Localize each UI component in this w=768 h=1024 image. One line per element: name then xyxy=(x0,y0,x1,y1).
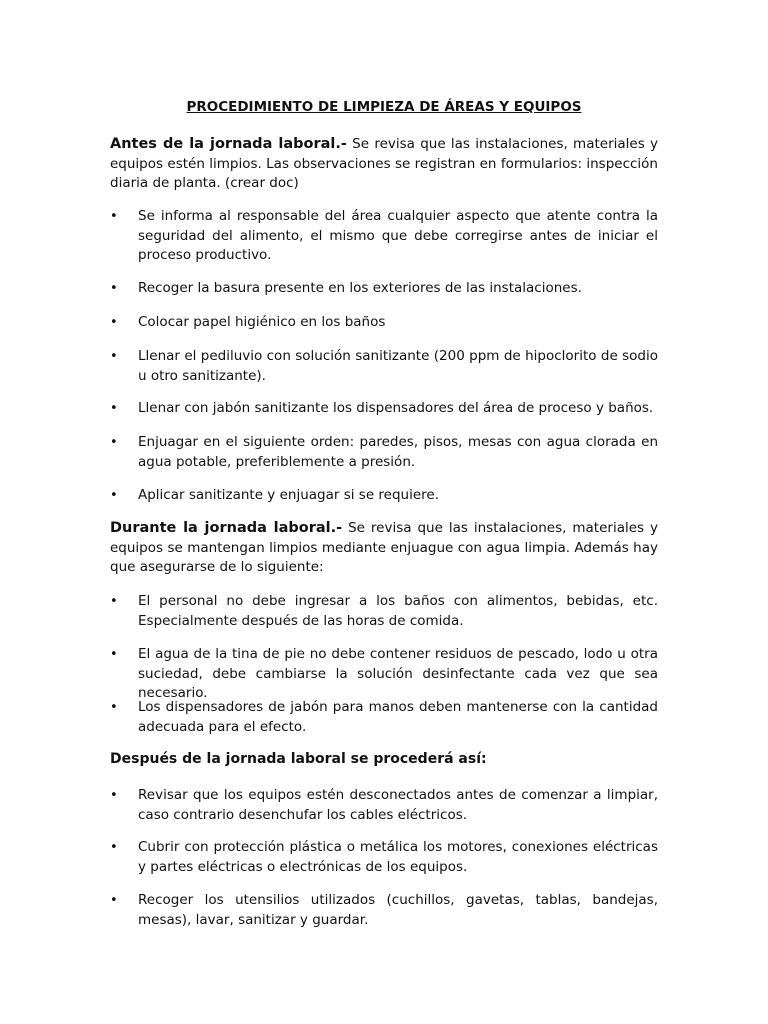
list-item xyxy=(110,645,658,704)
durante-text: Se revisa que las instalaciones, materiales y equipos se mantengan limpios mediante enjuague con agua limpia. Además hay que asegurarse de lo siguiente: xyxy=(110,520,659,575)
list-item xyxy=(110,838,658,877)
bullet-icon: • xyxy=(110,281,118,296)
list-item-text: Llenar con jabón sanitizante los dispensadores del área de proceso y baños. xyxy=(138,400,654,416)
list-item-text: El agua de la tina de pie no debe contener residuos de pescado, lodo u otra suciedad, debe cambiarse la solución desinfectante cada vez que sea necesario. xyxy=(138,646,658,701)
list-item xyxy=(110,786,658,825)
list-item-text: Se informa al responsable del área cualquier aspecto que atente contra la seguridad del alimento, el mismo que debe corregirse antes de iniciar el proceso productivo. xyxy=(138,208,658,263)
list-item xyxy=(110,433,658,472)
document-title: PROCEDIMIENTO DE LIMPIEZA DE ÁREAS Y EQUIPOS xyxy=(186,99,582,115)
list-item xyxy=(110,279,658,299)
bullet-icon: • xyxy=(110,401,118,416)
list-item-text: Colocar papel higiénico en los baños xyxy=(138,314,386,330)
antes-text: Se revisa que las instalaciones, materiales y equipos estén limpios. Las observaciones se registran en formularios: inspección diaria de planta. (crear doc) xyxy=(110,136,658,191)
bullet-icon: • xyxy=(110,893,118,908)
list-item-text: Aplicar sanitizante y enjuagar si se requiere. xyxy=(138,487,440,503)
bullet-icon: • xyxy=(110,594,118,609)
list-item xyxy=(110,891,658,930)
bullet-icon: • xyxy=(110,647,118,662)
bullet-icon: • xyxy=(110,788,118,803)
list-item xyxy=(110,399,658,419)
list-item-text: Enjuagar en el siguiente orden: paredes, pisos, mesas con agua clorada en agua potable, preferiblemente a presión. xyxy=(138,434,658,470)
antes-paragraph xyxy=(110,135,658,194)
bullet-icon: • xyxy=(110,840,118,855)
list-item xyxy=(110,698,658,737)
bullet-icon: • xyxy=(110,488,118,503)
list-item-text: Los dispensadores de jabón para manos deben mantenerse con la cantidad adecuada para el efecto. xyxy=(138,699,658,735)
list-item-text: Llenar el pediluvio con solución sanitizante (200 ppm de hipoclorito de sodio u otro sanitizante). xyxy=(138,348,658,384)
list-item-text: Recoger los utensilios utilizados (cuchillos, gavetas, tablas, bandejas, mesas), lavar, sanitizar y guardar. xyxy=(138,892,658,928)
bullet-icon: • xyxy=(110,349,118,364)
durante-lead: Durante la jornada laboral.- xyxy=(110,520,343,536)
list-item-text: El personal no debe ingresar a los baños con alimentos, bebidas, etc. Especialmente después de las horas de comida. xyxy=(138,593,658,629)
list-item xyxy=(110,347,658,386)
list-item-text: Revisar que los equipos estén desconectados antes de comenzar a limpiar, caso contrario desenchufar los cables eléctricos. xyxy=(138,787,658,823)
bullet-icon: • xyxy=(110,435,118,450)
list-item-text: Cubrir con protección plástica o metálica los motores, conexiones eléctricas y partes eléctricas o electrónicas de los equipos. xyxy=(138,839,658,875)
bullet-icon: • xyxy=(110,209,118,224)
list-item xyxy=(110,313,658,333)
bullet-icon: • xyxy=(110,315,118,330)
durante-paragraph xyxy=(110,519,658,578)
list-item xyxy=(110,207,658,266)
bullet-icon: • xyxy=(110,700,118,715)
despues-heading-text: Después de la jornada laboral se procederá así: xyxy=(110,751,487,767)
list-item xyxy=(110,486,658,506)
antes-lead: Antes de la jornada laboral.- xyxy=(110,136,347,152)
despues-heading xyxy=(110,750,658,770)
list-item-text: Recoger la basura presente en los exteriores de las instalaciones. xyxy=(138,280,582,296)
list-item xyxy=(110,592,658,631)
